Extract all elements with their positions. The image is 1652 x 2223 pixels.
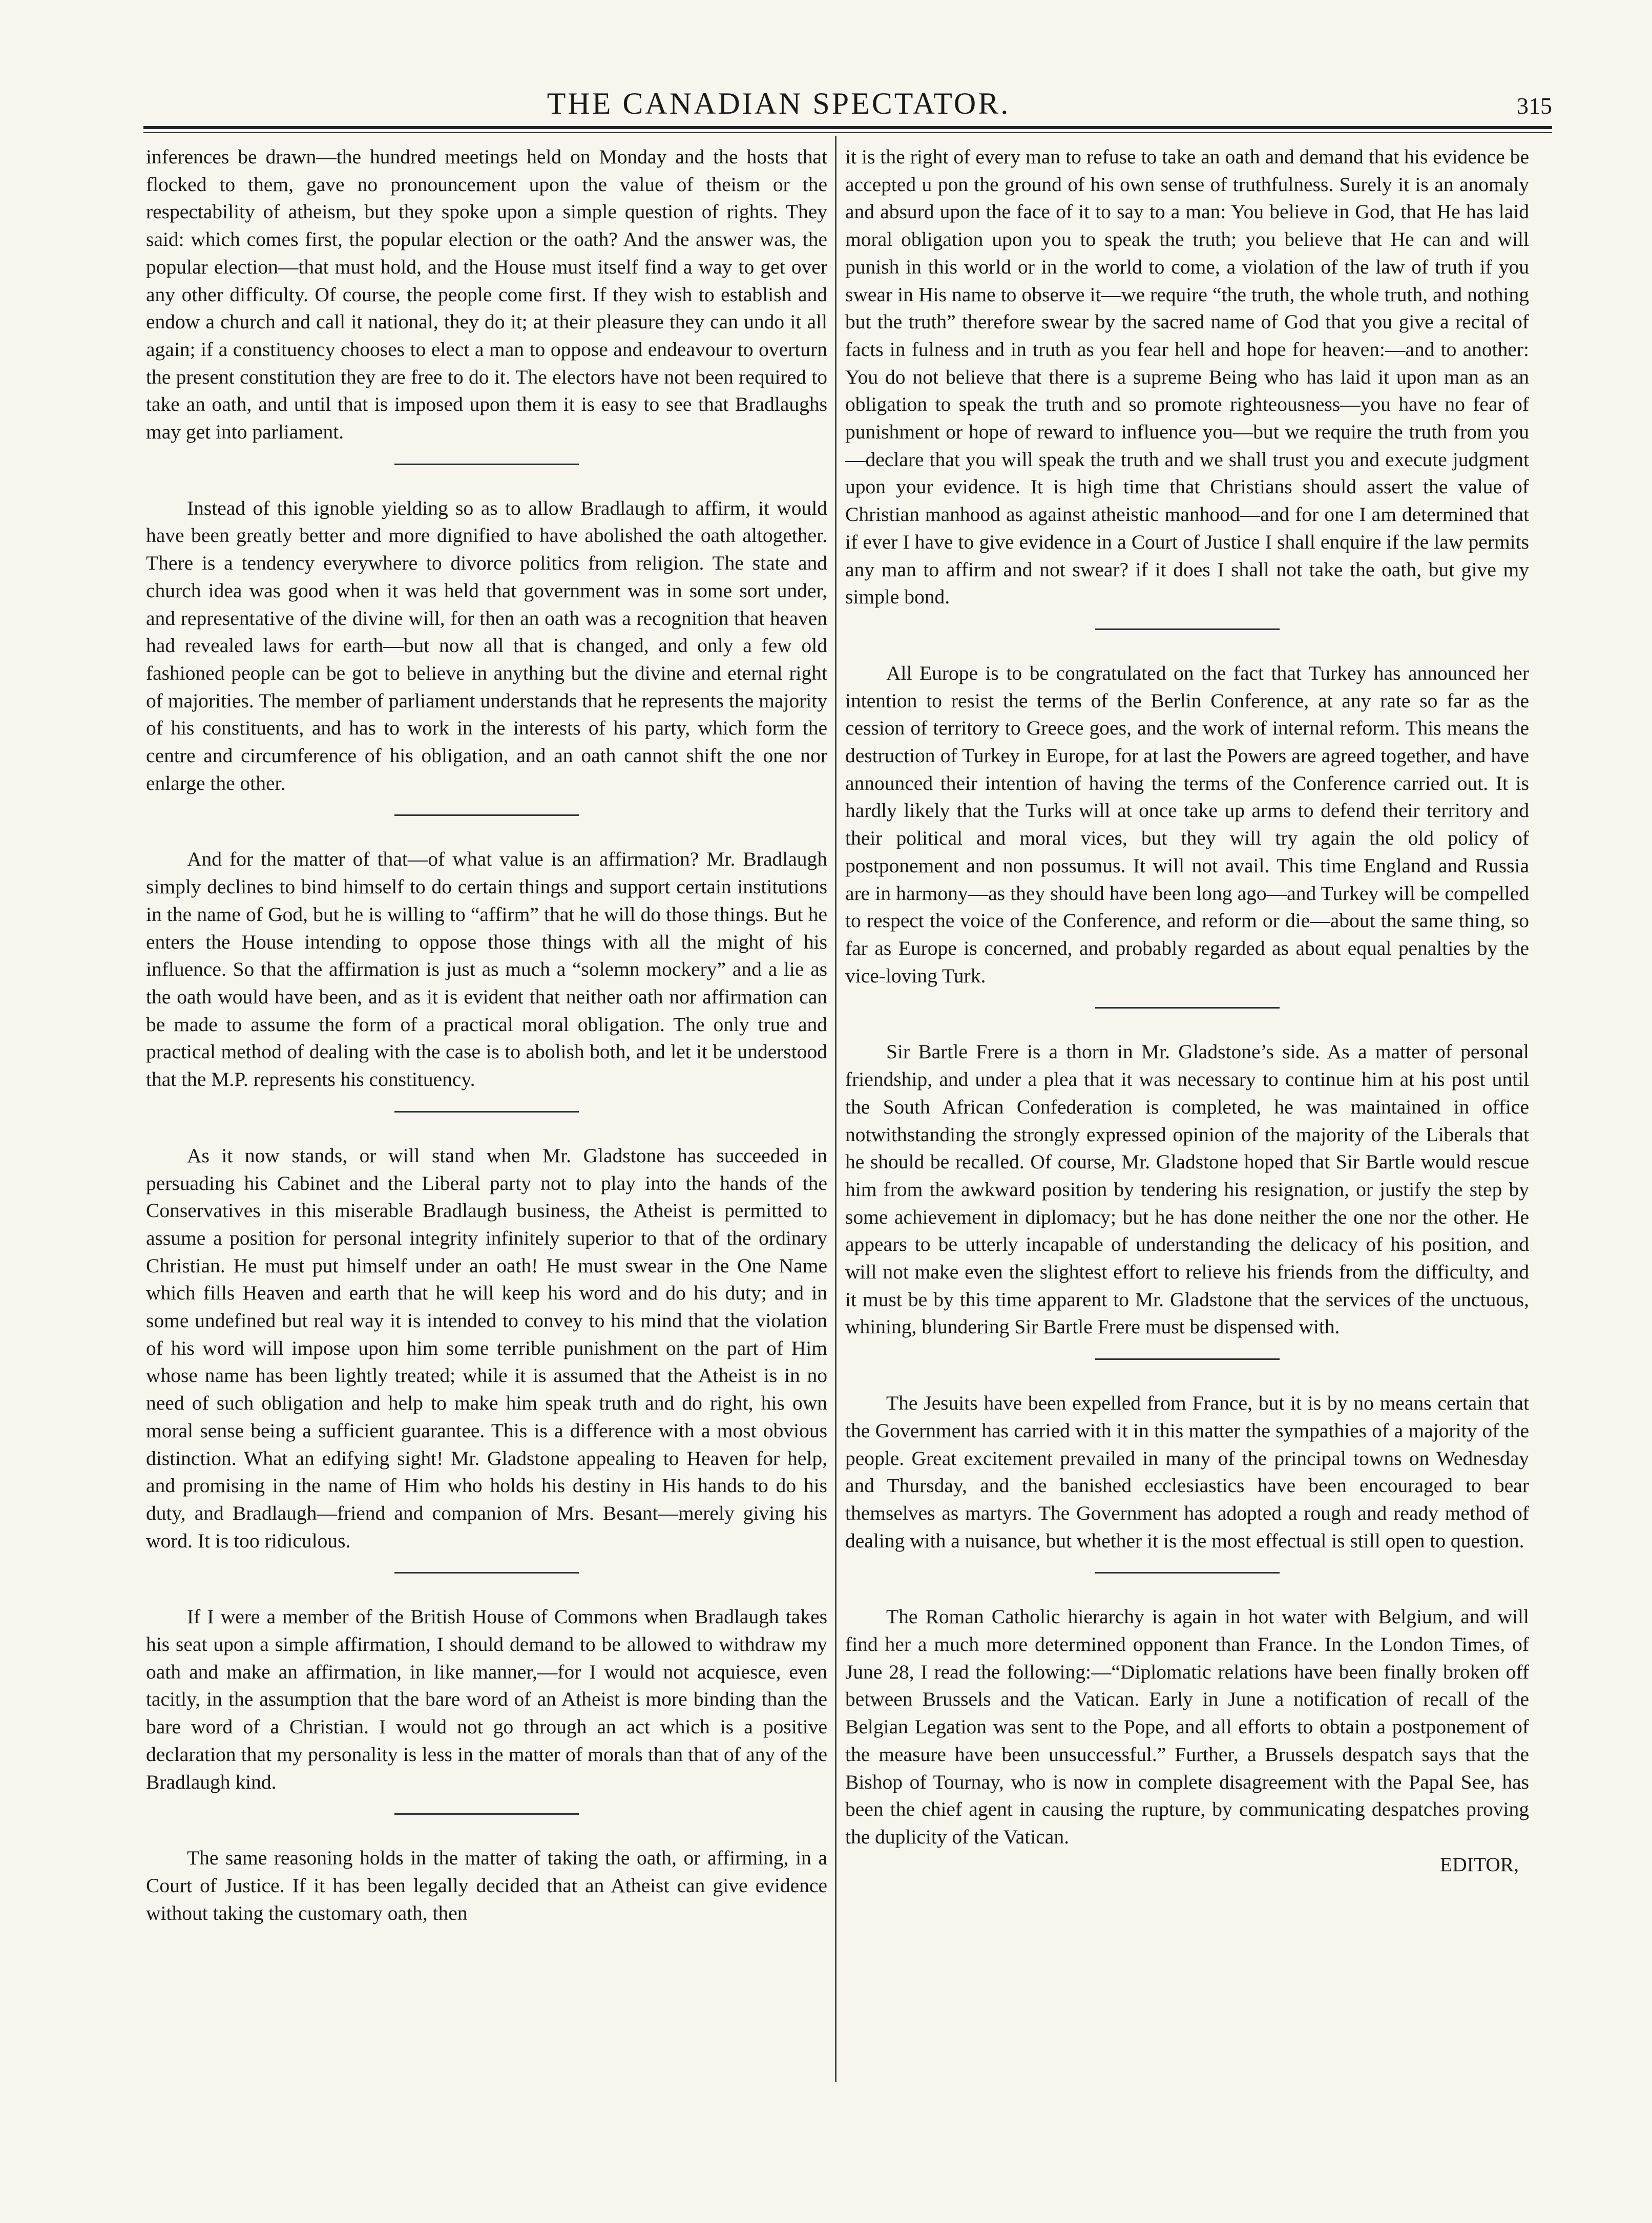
section-separator [394, 464, 579, 465]
paragraph: If I were a member of the British House of Commons when Bradlaugh takes his seat upon a simple affirmation, I should demand to be allowed to withdraw my oath and make an affirmation, in like manner,—for I would not acquiesce, even tacitly, in the assumption that the bare word of an Atheist is more binding than the bare word of a Christian. I would not go through an act which is a positive declaration that my personality is less in the matter of morals than that of any of the Bradlaugh kind. [146, 1605, 827, 1793]
section-separator [1095, 1007, 1280, 1009]
page-number: 315 [1517, 93, 1552, 119]
publication-title: THE CANADIAN SPECTATOR. [547, 87, 1011, 120]
editor-signature: EDITOR, [1440, 1853, 1519, 1876]
section-separator [394, 1111, 579, 1113]
section-separator [1095, 628, 1280, 630]
masthead [143, 86, 1552, 132]
section-separator [1095, 1358, 1280, 1360]
paragraph: inferences be drawn—the hundred meetings held on Monday and the hosts that flocked to them, gave no pronouncement upon the value of theism or the respectability of atheism, but they spoke upon a simple question of rights. They said: which comes first, the popular election or the oath? And the answer was, the popular election—that must hold, and the House must itself find a way to get over any other difficulty. Of course, the people come first. If they wish to establish and endow a church and call it national, they do it; at their pleasure they can undo it all again; if a constituency chooses to elect a man to oppose and endeavour to overturn the present constitution they are free to do it. The electors have not been required to take an oath, and until that is imposed upon them it is easy to see that Bradlaughs may get into parliament. [146, 145, 827, 444]
right-column [845, 143, 1529, 1878]
left-column [146, 143, 827, 1927]
paragraph: The Jesuits have been expelled from France, but it is by no means certain that the Government has carried with it in this matter the sympathies of a majority of the people. Great excitement prevailed in many of the principal towns on Wednesday and Thursday, and the banished ecclesiastics have been encouraged to bear themselves as martyrs. The Government has adopted a rough and ready method of dealing with a nuisance, but whether it is the most effectual is still open to question. [845, 1392, 1529, 1552]
paragraph: The Roman Catholic hierarchy is again in hot water with Belgium, and will find her a much more determined opponent than France. In the London Times, of June 28, I read the following:—“Diplomatic relations have been finally broken off between Brussels and the Vatican. Early in June a notification of recall of the Belgian Legation was sent to the Pope, and all efforts to obtain a postponement of the measure have been unsuccessful.” Further, a Brussels despatch says that the Bishop of Tournay, who is now in complete disagreement with the Papal See, has been the chief agent in causing the rupture, by communicating despatches proving the duplicity of the Vatican. [845, 1605, 1529, 1848]
paragraph: And for the matter of that—of what value is an affirmation? Mr. Bradlaugh simply declines to bind himself to do certain things and support certain institutions in the name of God, but he is willing to “affirm” that he will do those things. But he enters the House intending to oppose those things with all the might of his influence. So that the affirmation is just as much a “solemn mockery” and a lie as the oath would have been, and as it is evident that neither oath nor affirmation can be made to assume the form of a practical moral obligation. The only true and practical method of dealing with the case is to abolish both, and let it be understood that the M.P. represents his constituency. [146, 848, 827, 1091]
section-separator [394, 814, 579, 816]
paragraph: As it now stands, or will stand when Mr. Gladstone has succeeded in persuading his Cabinet and the Liberal party not to play into the hands of the Conservatives in this miserable Bradlaugh business, the Atheist is permitted to assume a position for personal integrity infinitely superior to that of the ordinary Christian. He must put himself under an oath! He must swear in the One Name which fills Heaven and earth that he will keep his word and do his duty; and in some undefined but real way it is intended to convey to his mind that the violation of his word will impose upon him some terrible punishment on the part of Him whose name has been lightly treated; while it is assumed that the Atheist is in no need of such obligation and help to make him speak truth and do right, his own moral sense being a sufficient guarantee. This is a difference with a most obvious distinction. What an edifying sight! Mr. Gladstone appealing to Heaven for help, and promising in the name of Him who holds his destiny in His hands to do his duty, and Bradlaugh—friend and companion of Mrs. Besant—merely giving his word. It is too ridiculous. [146, 1144, 827, 1552]
paragraph: Instead of this ignoble yielding so as to allow Bradlaugh to affirm, it would have been greatly better and more dignified to have abolished the oath altogether. There is a tendency everywhere to divorce politics from religion. The state and church idea was good when it was held that government was in some sort under, and representative of the divine will, for then an oath was a recognition that heaven had revealed laws for earth—but now all that is changed, and only a few old fashioned people can be got to believe in anything but the divine and eternal right of majorities. The member of parliament understands that he represents the majority of his constituents, and has to work in the interests of his party, which form the centre and circumference of his obligation, and an oath cannot shift the one nor enlarge the other. [146, 496, 827, 794]
column-divider [835, 136, 837, 2082]
section-separator [1095, 1572, 1280, 1574]
paragraph: All Europe is to be congratulated on the fact that Turkey has announced her intention to resist the terms of the Berlin Conference, at any rate so far as the cession of territory to Greece goes, and the work of internal reform. This means the destruction of Turkey in Europe, for at last the Powers are agreed together, and have announced their intention of having the terms of the Conference carried out. It is hardly likely that the Turks will at once take up arms to defend their territory and their political and moral vices, but they will try again the old policy of postponement and non possumus. It will not avail. This time England and Russia are in harmony—as they should have been long ago—and Turkey will be compelled to respect the voice of the Conference, and reform or die—about the same thing, so far as Europe is concerned, and probably regarded as about equal penalties by the vice-loving Turk. [845, 661, 1529, 987]
section-separator [394, 1572, 579, 1574]
paragraph: it is the right of every man to refuse to take an oath and demand that his evidence be accepted u pon the ground of his own sense of truthfulness. Surely it is an anomaly and absurd upon the face of it to say to a man: You believe in God, that He has laid moral obligation upon you to speak the truth; you believe that He can and will punish in this world or in the world to come, a violation of the law of truth if you swear in His name to observe it—we require “the truth, the whole truth, and nothing but the truth” therefore swear by the sacred name of God that you give a recital of facts in fulness and in truth as you fear hell and hope for heaven:—and to another: You do not believe that there is a supreme Being who has laid it upon man as an obligation to speak the truth and so promote righteousness—you have no fear of punishment or hope of reward to influence you—but we require the truth from you—declare that you will speak the truth and we shall trust you and execute judgment upon your evidence. It is high time that Christians should assert the value of Christian manhood as against atheistic manhood—and for one I am determined that if ever I have to give evidence in a Court of Justice I shall enquire if the law permits any man to affirm and not swear? if it does I shall not take the oath, but give my simple bond. [845, 145, 1529, 609]
header-rule-thin [143, 132, 1552, 133]
section-separator [394, 1813, 579, 1815]
paragraph: The same reasoning holds in the matter of taking the oath, or affirming, in a Court of Justice. If it has been legally decided that an Atheist can give evidence without taking the customary oath, then [146, 1847, 827, 1924]
header-rule-thick [143, 126, 1552, 129]
paragraph: Sir Bartle Frere is a thorn in Mr. Gladstone’s side. As a matter of personal friendship, and under a plea that it was necessary to continue him at his post until the South African Confederation is completed, he was maintained in office notwithstanding the strongly expressed opinion of the majority of the Liberals that he should be recalled. Of course, Mr. Gladstone hoped that Sir Bartle would rescue him from the awkward position by tendering his resignation, or justify the step by some achievement in diplomacy; but he has done neither the one nor the other. He appears to be utterly incapable of understanding the delicacy of his position, and will not make even the slightest effort to relieve his friends from the difficulty, and it must be by this time apparent to Mr. Gladstone that the services of the unctuous, whining, blundering Sir Bartle Frere must be dispensed with. [845, 1040, 1529, 1338]
